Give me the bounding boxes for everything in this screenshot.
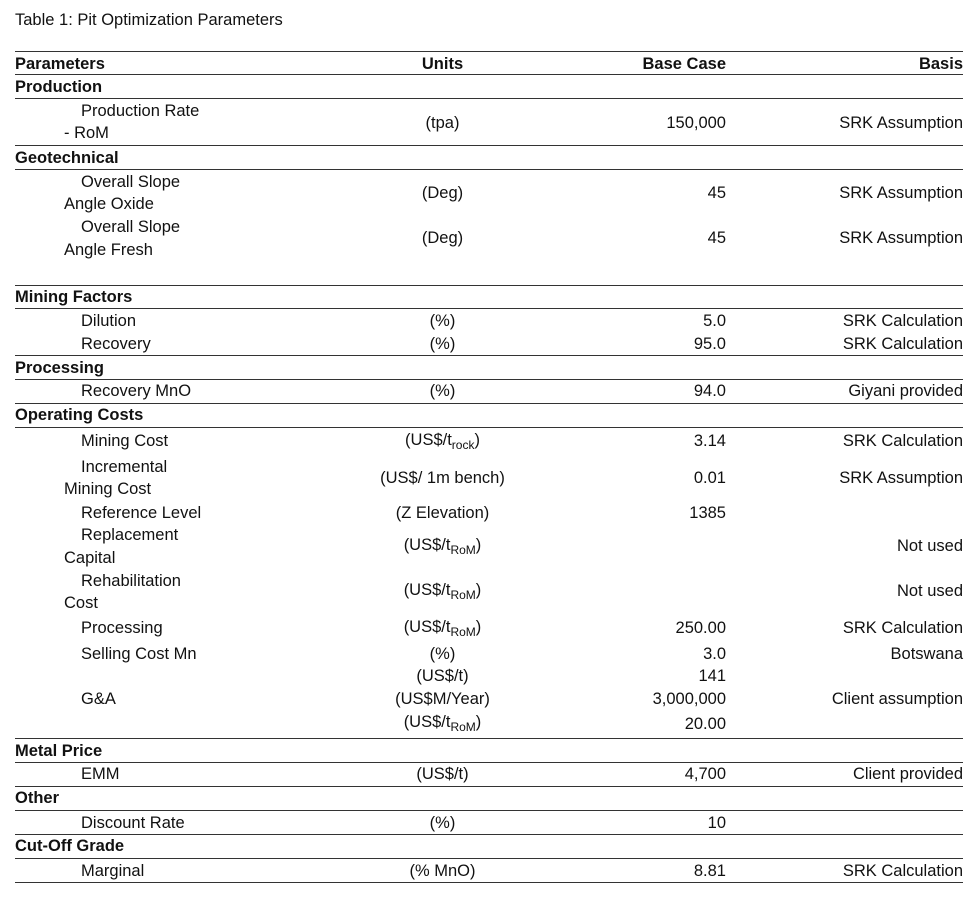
basis-cell: SRK Calculation bbox=[842, 432, 963, 450]
units-cell bbox=[340, 712, 545, 732]
units-cell: (US$/ 1m bench) bbox=[380, 469, 505, 487]
units-cell: (%) bbox=[429, 312, 456, 330]
units-cell: (US$/t) bbox=[416, 765, 469, 783]
units-cell bbox=[340, 617, 545, 637]
param-cell-cont: - RoM bbox=[64, 124, 109, 142]
param-cell: Reference Level bbox=[81, 504, 202, 522]
units-main: (US$/t bbox=[405, 431, 452, 449]
base-cell: 45 bbox=[707, 229, 726, 247]
units-subscript: RoM bbox=[450, 625, 476, 639]
section-operating-costs: Operating Costs bbox=[15, 406, 144, 424]
basis-cell: SRK Calculation bbox=[842, 312, 963, 330]
rule bbox=[15, 786, 963, 787]
rule-top bbox=[15, 51, 963, 52]
param-cell: Replacement bbox=[81, 526, 179, 544]
basis-cell: Giyani provided bbox=[848, 382, 963, 400]
section-mining-factors: Mining Factors bbox=[15, 288, 133, 306]
rule bbox=[15, 834, 963, 835]
units-cell bbox=[340, 535, 545, 555]
units-end: ) bbox=[474, 431, 480, 449]
basis-cell: SRK Assumption bbox=[839, 184, 963, 202]
basis-cell: SRK Assumption bbox=[839, 229, 963, 247]
param-cell: Discount Rate bbox=[81, 814, 185, 832]
rule bbox=[15, 285, 963, 286]
basis-cell: SRK Assumption bbox=[839, 114, 963, 132]
section-cutoff-grade: Cut-Off Grade bbox=[15, 837, 125, 855]
rule bbox=[15, 738, 963, 739]
param-cell: Overall Slope bbox=[81, 173, 181, 191]
rule bbox=[15, 308, 963, 309]
base-cell: 0.01 bbox=[693, 469, 726, 487]
header-units: Units bbox=[421, 55, 464, 73]
units-main: (US$/t bbox=[403, 581, 451, 599]
basis-cell: Not used bbox=[896, 582, 963, 600]
rule bbox=[15, 858, 963, 859]
param-cell: Rehabilitation bbox=[81, 572, 181, 590]
rule bbox=[15, 145, 963, 146]
units-subscript: rock bbox=[451, 438, 475, 452]
units-cell bbox=[340, 430, 545, 450]
param-cell-cont: Capital bbox=[64, 549, 116, 567]
units-cell bbox=[340, 580, 545, 600]
rule bbox=[15, 403, 963, 404]
section-production: Production bbox=[15, 78, 103, 96]
units-end: ) bbox=[475, 536, 482, 554]
units-cell: (%) bbox=[429, 814, 456, 832]
units-subscript: RoM bbox=[450, 720, 476, 734]
units-cell: (US$/t) bbox=[416, 667, 469, 685]
param-cell: Marginal bbox=[81, 862, 145, 880]
param-cell: Recovery bbox=[81, 335, 151, 353]
header-basis: Basis bbox=[918, 55, 963, 73]
section-geotechnical: Geotechnical bbox=[15, 149, 119, 167]
rule bbox=[15, 810, 963, 811]
units-cell: (% MnO) bbox=[409, 862, 476, 880]
units-cell: (US$M/Year) bbox=[395, 690, 490, 708]
basis-cell: SRK Calculation bbox=[842, 335, 963, 353]
rule-header bbox=[15, 74, 963, 75]
rule bbox=[15, 98, 963, 99]
units-end: ) bbox=[475, 581, 482, 599]
units-cell: (%) bbox=[429, 382, 456, 400]
base-cell: 1385 bbox=[689, 504, 726, 522]
basis-cell: Client provided bbox=[852, 765, 963, 783]
param-cell-cont: Cost bbox=[64, 594, 98, 612]
base-cell: 3.14 bbox=[693, 432, 726, 450]
base-cell: 5.0 bbox=[703, 312, 726, 330]
param-cell: Dilution bbox=[81, 312, 137, 330]
header-base-case: Base Case bbox=[642, 55, 726, 73]
param-cell: Overall Slope bbox=[81, 218, 181, 236]
base-cell: 3.0 bbox=[703, 645, 726, 663]
base-cell: 20.00 bbox=[684, 715, 726, 733]
header-parameters: Parameters bbox=[15, 55, 105, 73]
units-end: ) bbox=[475, 618, 482, 636]
base-cell: 4,700 bbox=[684, 765, 726, 783]
rule-bottom bbox=[15, 882, 963, 883]
units-main: (US$/t bbox=[403, 536, 451, 554]
rule bbox=[15, 355, 963, 356]
base-cell: 150,000 bbox=[666, 114, 726, 132]
base-cell: 8.81 bbox=[693, 862, 726, 880]
basis-cell: Client assumption bbox=[831, 690, 963, 708]
basis-cell: SRK Calculation bbox=[842, 619, 963, 637]
param-cell-cont: Angle Fresh bbox=[64, 241, 153, 259]
basis-cell: SRK Assumption bbox=[839, 469, 963, 487]
rule bbox=[15, 762, 963, 763]
units-subscript: RoM bbox=[450, 543, 476, 557]
param-cell: Production Rate bbox=[81, 102, 200, 120]
param-cell: Recovery MnO bbox=[81, 382, 192, 400]
basis-cell: Not used bbox=[896, 537, 963, 555]
base-cell: 3,000,000 bbox=[652, 690, 726, 708]
section-processing: Processing bbox=[15, 359, 104, 377]
param-cell: Processing bbox=[81, 619, 163, 637]
param-cell: EMM bbox=[81, 765, 120, 783]
units-cell: (Deg) bbox=[421, 184, 464, 202]
rule bbox=[15, 169, 963, 170]
units-cell: (%) bbox=[429, 335, 456, 353]
base-cell: 141 bbox=[698, 667, 726, 685]
units-cell: (%) bbox=[429, 645, 456, 663]
units-subscript: RoM bbox=[450, 588, 476, 602]
rule bbox=[15, 427, 963, 428]
param-cell-cont: Angle Oxide bbox=[64, 195, 154, 213]
param-cell: Selling Cost Mn bbox=[81, 645, 197, 663]
units-cell: (tpa) bbox=[425, 114, 460, 132]
param-cell-cont: Mining Cost bbox=[64, 480, 152, 498]
section-metal-price: Metal Price bbox=[15, 742, 103, 760]
basis-cell: Botswana bbox=[890, 645, 963, 663]
rule bbox=[15, 379, 963, 380]
param-cell: G&A bbox=[81, 690, 116, 708]
param-cell: Mining Cost bbox=[81, 432, 169, 450]
base-cell: 10 bbox=[707, 814, 726, 832]
param-cell: Incremental bbox=[81, 458, 168, 476]
units-cell: (Deg) bbox=[421, 229, 464, 247]
base-cell: 95.0 bbox=[693, 335, 726, 353]
base-cell: 94.0 bbox=[693, 382, 726, 400]
units-main: (US$/t bbox=[403, 713, 451, 731]
units-main: (US$/t bbox=[403, 618, 451, 636]
base-cell: 250.00 bbox=[675, 619, 726, 637]
basis-cell: SRK Calculation bbox=[842, 862, 963, 880]
units-cell: (Z Elevation) bbox=[395, 504, 490, 522]
table-caption: Table 1: Pit Optimization Parameters bbox=[15, 11, 283, 29]
base-cell: 45 bbox=[707, 184, 726, 202]
section-other: Other bbox=[15, 789, 60, 807]
units-end: ) bbox=[475, 713, 482, 731]
